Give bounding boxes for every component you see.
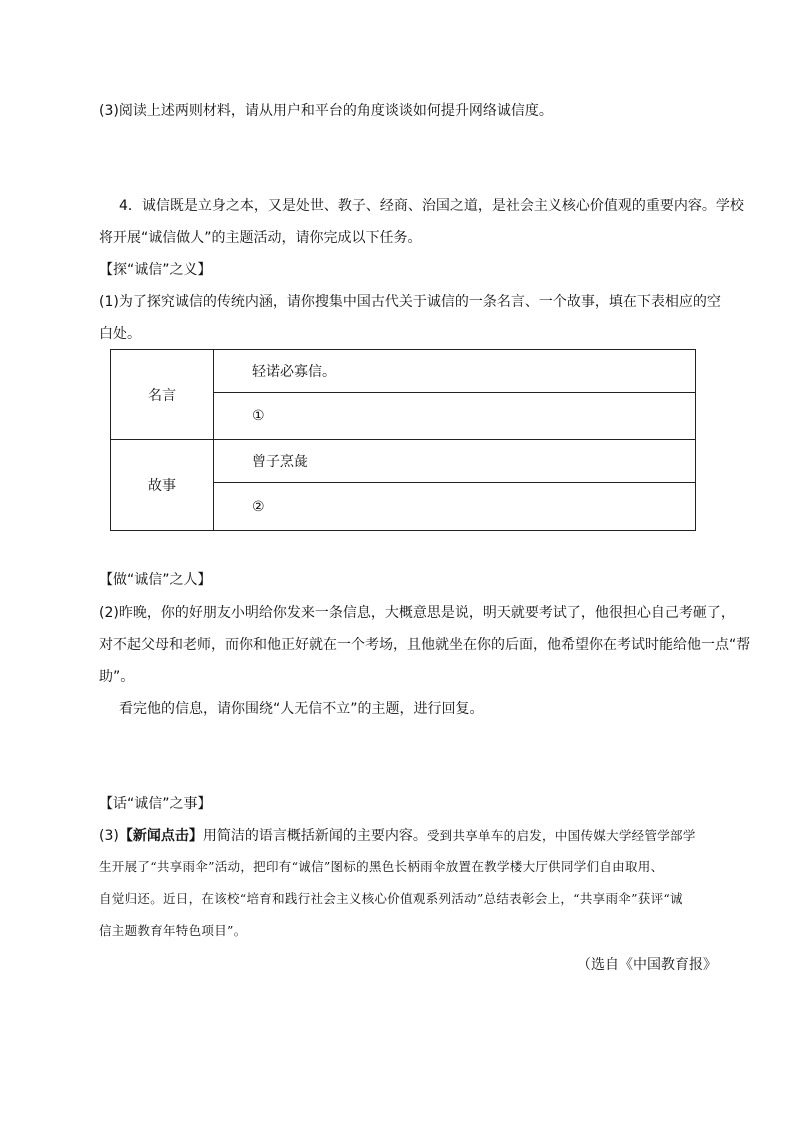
table-cell-story: 曾子烹彘	[214, 440, 696, 483]
table-cell-quote: 轻诺必寡信。	[214, 350, 696, 393]
news-text-line1: 受到共享单车的启发，中国传媒大学经管学部学	[426, 828, 696, 843]
table-row	[111, 440, 696, 483]
news-text-line4: 信主题教育年特色项目”。	[99, 923, 247, 938]
question-4-intro-line2: 将开展“诚信做人”的主题活动，请你完成以下任务。	[99, 230, 422, 246]
table-label-quote: 名言	[111, 350, 214, 440]
task-2-line1: (2)昨晚，你的好朋友小明给你发来一条信息，大概意思是说，明天就要考试了，他很担心自己考砸了，	[99, 605, 735, 621]
table-cell-blank-2[interactable]: ②	[214, 483, 696, 531]
question-3-material: (3)阅读上述两则材料，请从用户和平台的角度谈谈如何提升网络诚信度。	[99, 103, 553, 119]
task-3-number: (3)	[99, 828, 119, 844]
question-4-intro-line1: 4．诚信既是立身之本，又是处世、教子、经商、治国之道，是社会主义核心价值观的重要内容。学校	[119, 198, 744, 214]
section-heading-explore: 【探“诚信”之义】	[99, 262, 212, 278]
news-tag: 【新闻点击】	[118, 828, 203, 844]
task-3-line1	[99, 826, 696, 846]
news-source: （选自《中国教育报》	[577, 957, 717, 973]
table-row	[111, 350, 696, 393]
section-heading-discuss: 【话“诚信”之事】	[99, 796, 212, 812]
table-cell-blank-1[interactable]: ①	[214, 393, 696, 440]
task-3-instruction: 用简洁的语言概括新闻的主要内容。	[202, 828, 427, 844]
news-text-line3: 自觉归还。近日，在该校“培育和践行社会主义核心价值观系列活动”总结表彰会上，“共享雨伞”获评“诚	[99, 891, 683, 906]
table-label-story: 故事	[111, 440, 214, 531]
news-text-line2: 生开展了“共享雨伞”活动，把印有“诚信”图标的黑色长柄雨伞放置在教学楼大厅供同学们自由取用、	[99, 859, 664, 874]
task-1-line1: (1)为了探究诚信的传统内涵，请你搜集中国古代关于诚信的一条名言、一个故事，填在下表相应的空	[99, 294, 721, 310]
task-1-line2: 白处。	[99, 326, 141, 342]
task-2-line3: 助”。	[99, 669, 135, 685]
integrity-table	[110, 349, 696, 531]
task-2-line4: 看完他的信息，请你围绕“人无信不立”的主题，进行回复。	[119, 701, 484, 717]
task-2-line2: 对不起父母和老师，而你和他正好就在一个考场，且他就坐在你的后面，他希望你在考试时能给他一点“帮	[99, 637, 751, 653]
section-heading-practice: 【做“诚信”之人】	[99, 572, 212, 588]
